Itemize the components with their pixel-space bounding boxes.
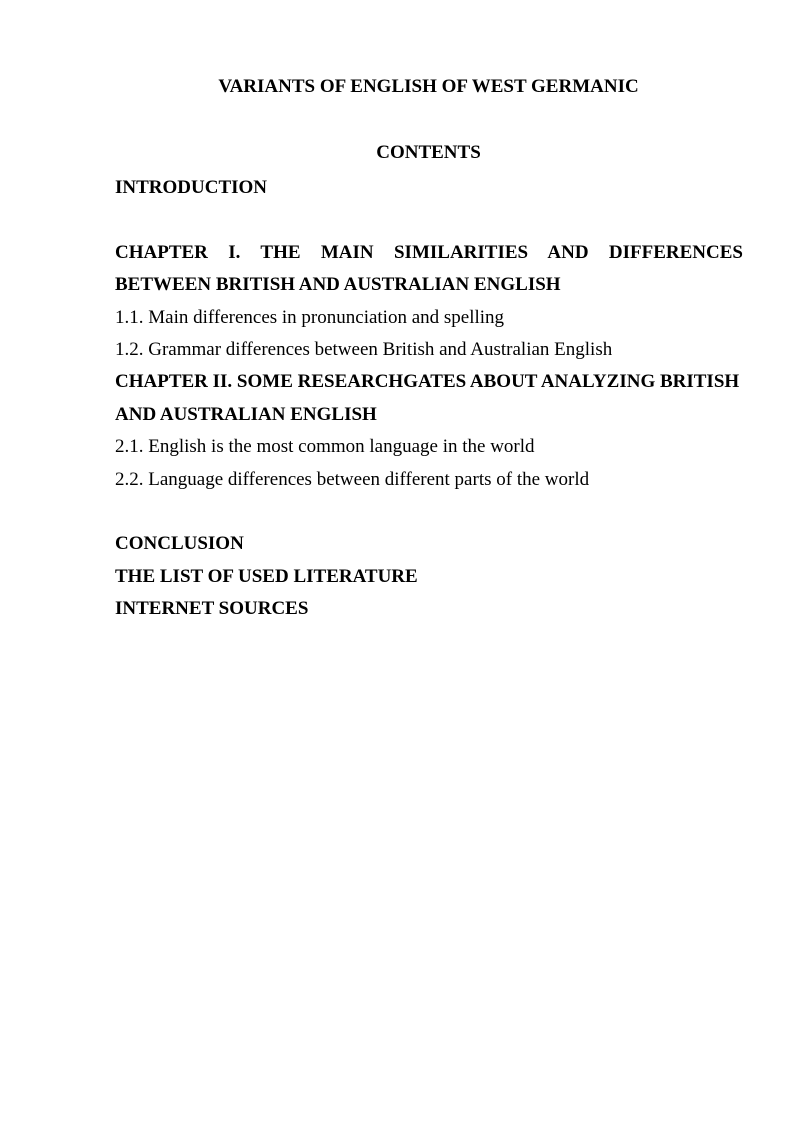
document-title: VARIANTS OF ENGLISH OF WEST GERMANIC <box>218 76 639 97</box>
toc-chapter-1-title-line-1: CHAPTER I. THE MAIN SIMILARITIES AND DIFFERENCES <box>115 241 743 263</box>
contents-heading: CONTENTS <box>376 142 481 163</box>
toc-chapter-1-title-line-2: BETWEEN BRITISH AND AUSTRALIAN ENGLISH <box>115 274 561 296</box>
toc-used-literature: THE LIST OF USED LITERATURE <box>115 565 418 587</box>
toc-spacer <box>115 204 743 236</box>
toc-section-2-1: 2.1. English is the most common language in the world <box>115 436 535 458</box>
toc-chapter-2-title-line-1: CHAPTER II. SOME RESEARCHGATES ABOUT ANALYZING BRITISH <box>115 371 740 393</box>
toc-spacer <box>115 496 743 528</box>
toc-section-2-2: 2.2. Language differences between different parts of the world <box>115 468 590 490</box>
toc-introduction: INTRODUCTION <box>115 177 268 198</box>
toc-chapter-2-title-line-2: AND AUSTRALIAN ENGLISH <box>115 403 377 425</box>
table-of-contents <box>115 172 743 626</box>
toc-section-1-2: 1.2. Grammar differences between British and Australian English <box>115 339 613 361</box>
toc-internet-sources: INTERNET SOURCES <box>115 598 309 620</box>
toc-section-1-1: 1.1. Main differences in pronunciation and spelling <box>115 306 505 328</box>
toc-conclusion: CONCLUSION <box>115 533 244 555</box>
